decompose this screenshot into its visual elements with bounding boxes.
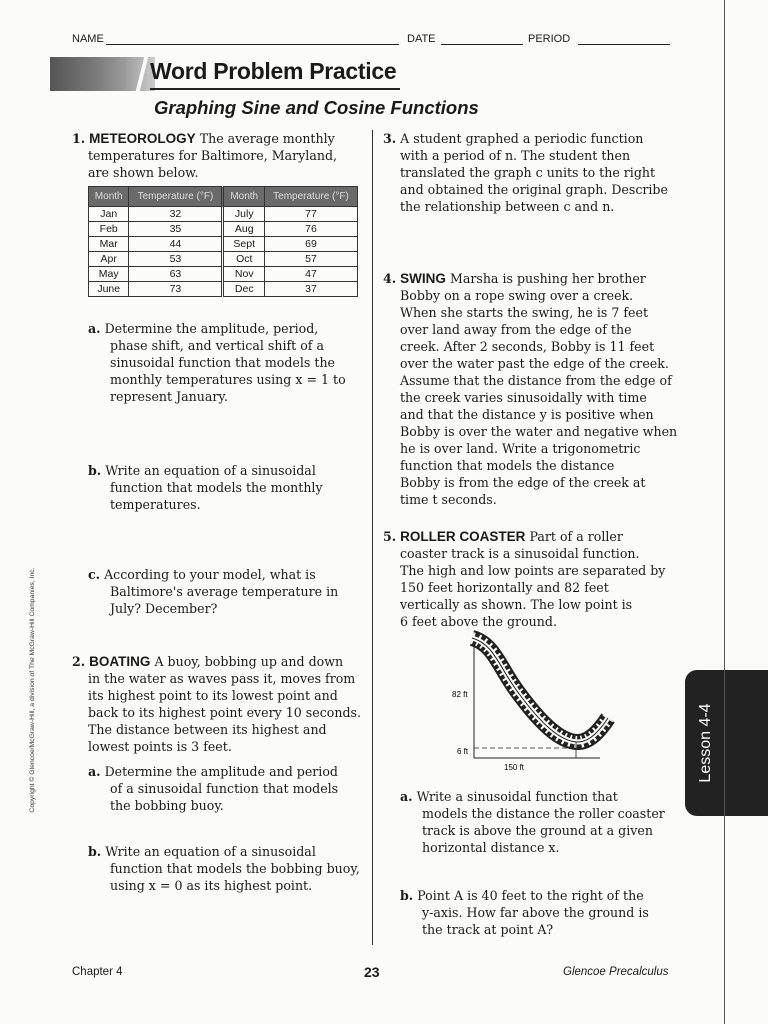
table-header: Temperature (°F) — [129, 187, 223, 207]
part-line: Write a sinusoidal function that — [416, 789, 618, 804]
table-cell: Aug — [223, 222, 265, 237]
table-row — [89, 267, 358, 282]
table-cell: 37 — [264, 282, 357, 297]
problem-1-line: are shown below. — [88, 165, 199, 180]
part-label: b. — [88, 463, 102, 478]
part-line: monthly temperatures using x = 1 to — [110, 372, 346, 387]
label-6ft: 6 ft — [457, 747, 469, 756]
problem-4-line: over the water past the edge of the creek. — [400, 356, 669, 371]
problem-2-line: its highest point to its lowest point and — [88, 688, 338, 703]
part-label: a. — [400, 789, 413, 804]
part-line: Write an equation of a sinusoidal — [105, 463, 316, 478]
problem-2-line: in the water as waves pass it, moves from — [88, 671, 356, 686]
column-divider — [372, 130, 373, 945]
table-cell: Apr — [89, 252, 129, 267]
lesson-tab-text: Lesson 4-4 — [697, 703, 714, 783]
problem-4-line: Bobby on a rope swing over a creek. — [400, 288, 634, 303]
problem-4-line: When she starts the swing, he is 7 feet — [400, 305, 649, 320]
date-label: DATE — [407, 33, 436, 45]
problem-4-line: Assume that the distance from the edge of — [400, 373, 672, 388]
lesson-tab-label — [690, 680, 720, 806]
page-subtitle: Graphing Sine and Cosine Functions — [154, 97, 479, 118]
part-line: of a sinusoidal function that models — [110, 781, 339, 796]
problem-1 — [72, 130, 362, 181]
problem-5-number: 5. — [383, 529, 397, 544]
table-cell: 47 — [264, 267, 357, 282]
problem-2-line: The distance between its highest and — [88, 722, 327, 737]
table-cell: 53 — [129, 252, 223, 267]
table-cell: Sept — [223, 237, 265, 252]
label-150ft: 150 ft — [504, 763, 525, 772]
problem-4-line: the creek varies sinusoidally with time — [400, 390, 647, 405]
problem-5-line: 6 feet above the ground. — [400, 614, 557, 629]
problem-4-line: function that models the distance — [400, 458, 615, 473]
problem-3-line: translated the graph c units to the right — [400, 165, 656, 180]
page-number: 23 — [364, 964, 380, 980]
table-row — [89, 237, 358, 252]
problem-2-line: A buoy, bobbing up and down — [154, 654, 344, 669]
table-cell: 32 — [129, 207, 223, 222]
problem-4-line: Bobby is over the water and negative when — [400, 424, 678, 439]
table-cell: May — [89, 267, 129, 282]
problem-2 — [72, 653, 364, 755]
table-cell: 69 — [264, 237, 357, 252]
part-line: represent January. — [110, 389, 228, 404]
problem-2-line: back to its highest point every 10 seconds. — [88, 705, 361, 720]
part-line: using x = 0 as its highest point. — [110, 878, 313, 893]
problem-1-number: 1. — [72, 131, 86, 146]
part-line: Write an equation of a sinusoidal — [105, 844, 316, 859]
problem-4-line: and that the distance y is positive when — [400, 407, 654, 422]
table-row — [89, 222, 358, 237]
table-header: Temperature (°F) — [264, 187, 357, 207]
footer-book: Glencoe Precalculus — [563, 966, 669, 978]
problem-2-number: 2. — [72, 654, 86, 669]
problem-5-line: 150 feet horizontally and 82 feet — [400, 580, 609, 595]
part-line: Baltimore's average temperature in — [110, 584, 339, 599]
table-row — [89, 252, 358, 267]
table-cell: Oct — [223, 252, 265, 267]
part-line: Determine the amplitude, period, — [104, 321, 319, 336]
problem-4-number: 4. — [383, 271, 397, 286]
part-line: Point A is 40 feet to the right of the — [417, 888, 644, 903]
table-cell: 76 — [264, 222, 357, 237]
part-line: horizontal distance x. — [422, 840, 560, 855]
part-label: b. — [88, 844, 102, 859]
footer-chapter: Chapter 4 — [72, 966, 123, 978]
problem-1c — [88, 566, 368, 617]
part-line: models the distance the roller coaster — [422, 806, 665, 821]
table-cell: 77 — [264, 207, 357, 222]
table-cell: Nov — [223, 267, 265, 282]
table-row — [89, 282, 358, 297]
table-cell: July — [223, 207, 265, 222]
period-label: PERIOD — [528, 33, 571, 45]
copyright-notice — [20, 540, 40, 840]
problem-4-line: he is over land. Write a trigonometric — [400, 441, 641, 456]
part-line: phase shift, and vertical shift of a — [110, 338, 324, 353]
problem-4-line: time t seconds. — [400, 492, 497, 507]
table-header-row — [89, 187, 358, 207]
problem-3-number: 3. — [383, 131, 397, 146]
page-edge — [724, 0, 725, 1024]
problem-2-keyword: BOATING — [89, 654, 151, 669]
problem-2a — [88, 763, 368, 814]
name-line[interactable] — [106, 44, 399, 45]
part-line: y-axis. How far above the ground is — [422, 905, 649, 920]
problem-1a — [88, 320, 368, 405]
part-line: the track at point A? — [422, 922, 554, 937]
problem-5b — [400, 887, 680, 938]
part-line: temperatures. — [110, 497, 201, 512]
date-line[interactable] — [441, 44, 523, 45]
problem-3-line: A student graphed a periodic function — [400, 131, 644, 146]
problem-3-line: with a period of n. The student then — [400, 148, 631, 163]
part-line: sinusoidal function that models the — [110, 355, 336, 370]
problem-5a — [400, 788, 680, 856]
table-header: Month — [89, 187, 129, 207]
label-82ft: 82 ft — [452, 690, 468, 699]
problem-1-keyword: METEOROLOGY — [89, 131, 196, 146]
table-cell: Jan — [89, 207, 129, 222]
problem-5 — [383, 528, 683, 630]
problem-4-line: over land away from the edge of the — [400, 322, 632, 337]
problem-4-line: Marsha is pushing her brother — [449, 271, 646, 286]
table-cell: 35 — [129, 222, 223, 237]
problem-5-line: Part of a roller — [529, 529, 623, 544]
table-cell: Feb — [89, 222, 129, 237]
problem-5-line: vertically as shown. The low point is — [400, 597, 633, 612]
table-cell: 63 — [129, 267, 223, 282]
copyright-text: Copyright © Glencoe/McGraw-Hill, a division of The McGraw-Hill Companies, Inc. — [29, 567, 36, 813]
problem-1-line: temperatures for Baltimore, Maryland, — [88, 148, 338, 163]
problem-5-line: coaster track is a sinusoidal function. — [400, 546, 640, 561]
problem-4 — [383, 270, 683, 508]
problem-4-keyword: SWING — [400, 271, 446, 286]
title-rule — [150, 88, 400, 90]
problem-3-line: the relationship between c and n. — [400, 199, 615, 214]
problem-3 — [383, 130, 683, 215]
problem-5-keyword: ROLLER COASTER — [400, 529, 526, 544]
table-cell: Mar — [89, 237, 129, 252]
problem-5-line: The high and low points are separated by — [400, 563, 666, 578]
page-title: Word Problem Practice — [150, 58, 397, 84]
problem-2-line: lowest points is 3 feet. — [88, 739, 232, 754]
table-cell: 73 — [129, 282, 223, 297]
table-row — [89, 207, 358, 222]
table-cell: 44 — [129, 237, 223, 252]
problem-1-line: The average monthly — [199, 131, 335, 146]
part-label: c. — [88, 567, 101, 582]
part-line: function that models the monthly — [110, 480, 323, 495]
problem-4-line: creek. After 2 seconds, Bobby is 11 feet — [400, 339, 655, 354]
problem-2b — [88, 843, 370, 894]
name-label: NAME — [72, 33, 104, 45]
table-cell: 57 — [264, 252, 357, 267]
part-line: According to your model, what is — [104, 567, 316, 582]
temperature-table — [88, 186, 358, 297]
part-label: b. — [400, 888, 414, 903]
table-header: Month — [223, 187, 265, 207]
roller-coaster-figure — [440, 630, 620, 775]
period-line[interactable] — [578, 44, 670, 45]
part-line: track is above the ground at a given — [422, 823, 653, 838]
part-line: the bobbing buoy. — [110, 798, 224, 813]
problem-4-line: Bobby is from the edge of the creek at — [400, 475, 646, 490]
part-label: a. — [88, 321, 101, 336]
part-line: function that models the bobbing buoy, — [110, 861, 360, 876]
table-cell: Dec — [223, 282, 265, 297]
table-cell: June — [89, 282, 129, 297]
part-line: Determine the amplitude and period — [104, 764, 338, 779]
part-line: July? December? — [110, 601, 218, 616]
problem-1b — [88, 462, 368, 513]
problem-3-line: and obtained the original graph. Describe — [400, 182, 668, 197]
part-label: a. — [88, 764, 101, 779]
